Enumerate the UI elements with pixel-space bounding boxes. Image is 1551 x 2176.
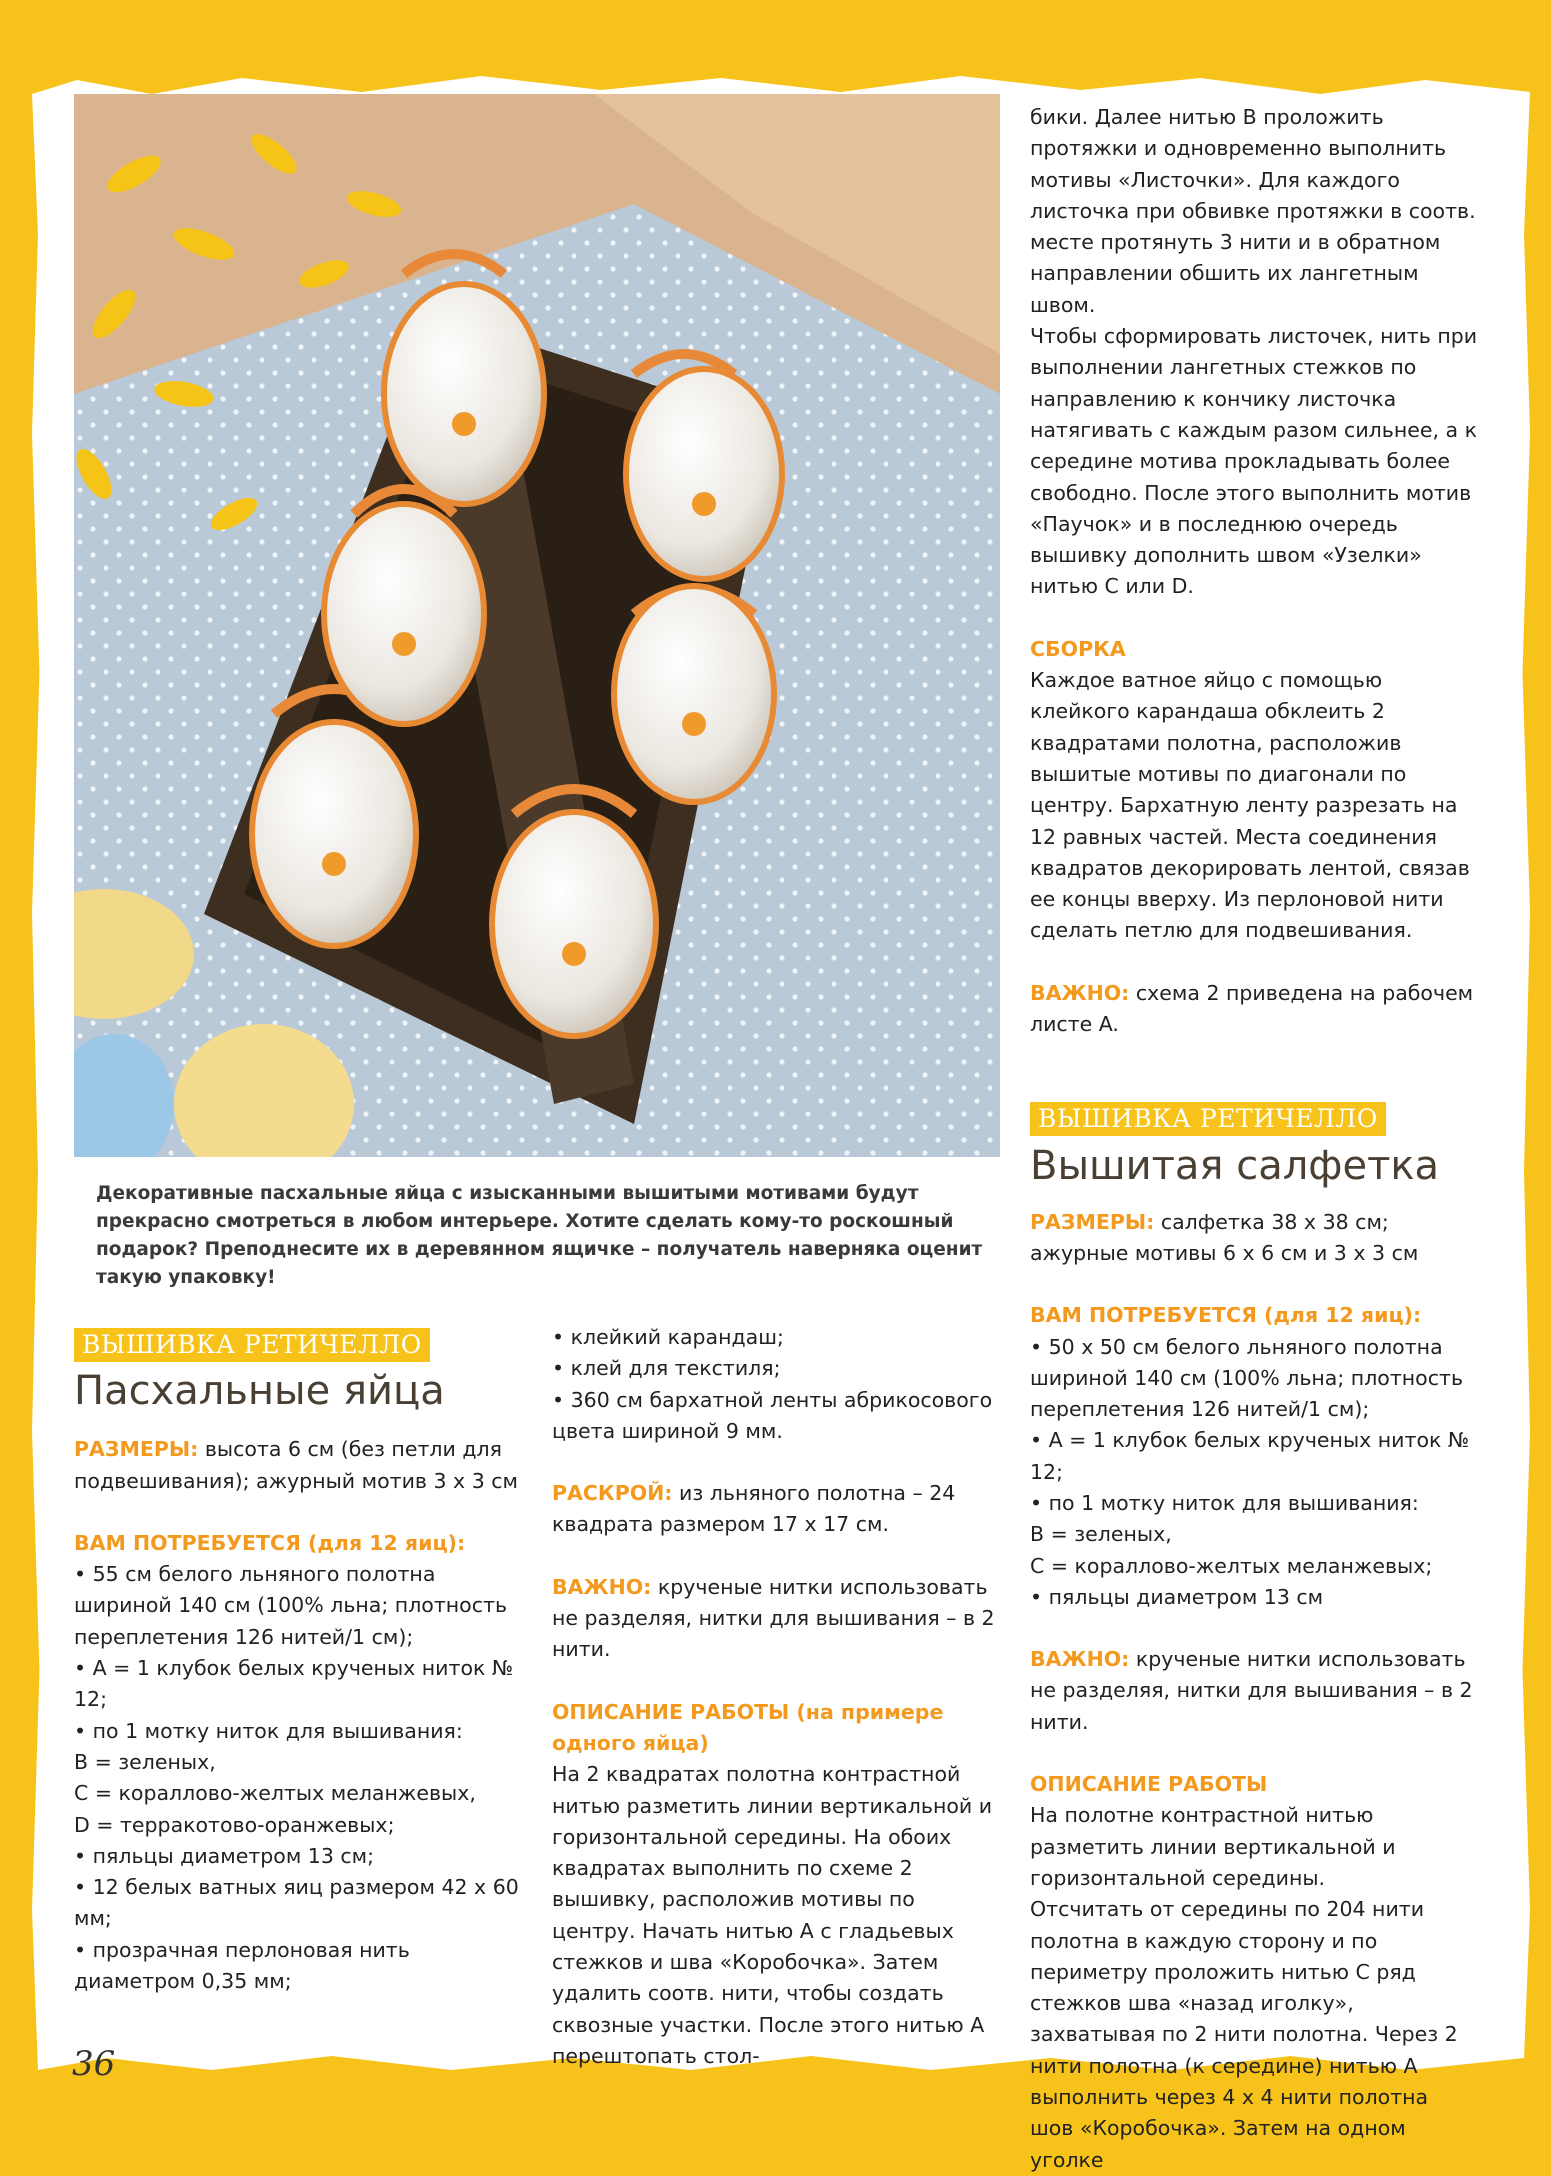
cutting-paragraph xyxy=(552,1478,1000,1541)
cutting-text: из льняного полотна – 24 квадрата размером 17 х 17 см. xyxy=(552,1481,956,1537)
sizes-paragraph xyxy=(1030,1207,1478,1270)
materials-item: • по 1 мотку ниток для вышивания: xyxy=(1030,1490,1419,1515)
materials-item: C = кораллово-желтых меланжевых, xyxy=(74,1781,476,1806)
materials-item: • прозрачная перлоновая нить диаметром 0,35 мм; xyxy=(74,1937,410,1994)
assembly-heading: СБОРКА xyxy=(1030,636,1126,661)
materials-item: • по 1 мотку ниток для вышивания: xyxy=(74,1718,463,1743)
cutting-label: РАСКРОЙ: xyxy=(552,1481,673,1506)
sizes-text: салфетка 38 х 38 см; ажурные мотивы 6 х 6 см и 3 х 3 см xyxy=(1030,1209,1419,1265)
materials-item: • пяльцы диаметром 13 см; xyxy=(74,1843,375,1868)
materials-item: • 360 см бархатной ленты абрикосового цвета шириной 9 мм. xyxy=(552,1387,993,1443)
project-title: Пасхальные яйца xyxy=(74,1368,445,1415)
materials-heading: ВАМ ПОТРЕБУЕТСЯ (для 12 яиц): xyxy=(74,1530,466,1555)
important-paragraph xyxy=(552,1572,1000,1666)
column-easter-eggs xyxy=(74,1328,519,1997)
important-text: крученые нитки использовать не разделяя, нитки для вышивания – в 2 нити. xyxy=(552,1574,995,1662)
materials-item: • 12 белых ватных яиц размером 42 х 60 мм; xyxy=(74,1875,519,1931)
materials-item: • пяльцы диаметром 13 см xyxy=(1030,1584,1324,1609)
materials-item: B = зеленых, xyxy=(74,1749,216,1774)
materials-item: • 55 см белого льняного полотна шириной 140 см (100% льна; плотность переплетения 126 нитей/1 см); xyxy=(74,1562,508,1649)
column-middle xyxy=(552,1322,1000,2072)
continued-text: бики. Далее нитью B проложить протяжки и одновременно выполнить мотивы «Листочки». Для каждого листочка при обвивке протяжки в соотв. месте протянуть 3 нити и в обратном направлении обшить их лангетным швом. xyxy=(1030,105,1476,317)
page-number: 36 xyxy=(72,2044,116,2084)
sizes-label: РАЗМЕРЫ: xyxy=(74,1437,199,1462)
materials-item: • 50 x 50 см белого льняного полотна шириной 140 см (100% льна; плотность переплетения 126 нитей/1 см); xyxy=(1030,1334,1464,1422)
column-right xyxy=(1030,102,1478,2176)
important-label: ВАЖНО: xyxy=(552,1574,652,1599)
project-title: Вышитая салфетка xyxy=(1030,1142,1440,1189)
work-text: На 2 квадратах полотна контрастной нитью разметить линии вертикальной и горизонтальной середины. На обоих квадратах выполнить по схеме 2 вышивку, расположив мотивы по центру. Начать нитью A с гладьевых стежков и шва «Коробочка». Затем удалить соотв. нити, чтобы создать сквозные участки. После этого нитью A перештопать стол- xyxy=(552,1762,993,2068)
materials-item: • A = 1 клубок белых крученых ниток № 12; xyxy=(74,1656,514,1712)
materials-item: • A = 1 клубок белых крученых ниток № 12; xyxy=(1030,1428,1470,1484)
important-text: крученые нитки использовать не разделяя, нитки для вышивания – в 2 нити. xyxy=(1030,1647,1473,1734)
important-label: ВАЖНО: xyxy=(1030,1647,1130,1672)
materials-item: B = зеленых, xyxy=(1030,1522,1172,1547)
materials-item: • клейкий карандаш; xyxy=(552,1325,784,1349)
materials-heading: ВАМ ПОТРЕБУЕТСЯ (для 12 яиц): xyxy=(1030,1303,1422,1328)
important-text: схема 2 приведена на рабочем листе A. xyxy=(1030,980,1474,1037)
continued-text-2: Чтобы сформировать листочек, нить при выполнении лангетных стежков по направлению к кончику листочка натягивать с каждым разом сильнее, а к середине мотива прокладывать более свободно. После этого выполнить мотив «Паучок» и в последнюю очередь вышивку дополнить швом «Узелки» нитью C или D. xyxy=(1030,324,1478,599)
section-tag: ВЫШИВКА РЕТИЧЕЛЛО xyxy=(1030,1102,1386,1136)
work-text-2: Отсчитать от середины по 204 нити полотна в каждую сторону и по периметру проложить нитью C ряд стежков шва «назад иголку», захватывая по 2 нити полотна. Через 2 нити полотна (к середине) нитью A выполнить через 4 х 4 нити полотна шов «Коробочка». Затем на одном уголке xyxy=(1030,1897,1458,2172)
section-tag: ВЫШИВКА РЕТИЧЕЛЛО xyxy=(74,1328,430,1362)
work-heading: ОПИСАНИЕ РАБОТЫ xyxy=(1030,1772,1268,1797)
work-heading: ОПИСАНИЕ РАБОТЫ (на примере одного яйца) xyxy=(552,1699,944,1755)
assembly-text: Каждое ватное яйцо с помощью клейкого карандаша обклеить 2 квадратами полотна, расположив вышитые мотивы по диагонали по центру. Бархатную ленту разрезать на 12 равных частей. Места соединения квадратов декорировать лентой, связав ее концы вверху. Из перлоновой нити сделать петлю для подвешивания. xyxy=(1030,668,1470,943)
sizes-label: РАЗМЕРЫ: xyxy=(1030,1209,1155,1234)
sizes-text: высота 6 см (без петли для подвешивания); ажурный мотив 3 х 3 см xyxy=(74,1437,518,1493)
important-label: ВАЖНО: xyxy=(1030,980,1130,1005)
materials-item: C = кораллово-желтых меланжевых; xyxy=(1030,1553,1433,1578)
easter-eggs-photo xyxy=(74,94,1000,1157)
materials-item: • клей для текстиля; xyxy=(552,1356,781,1381)
important-paragraph xyxy=(1030,978,1478,1041)
sizes-paragraph xyxy=(74,1434,519,1497)
important-paragraph xyxy=(1030,1644,1478,1738)
materials-item: D = терракотово-оранжевых; xyxy=(74,1812,395,1837)
work-text: На полотне контрастной нитью разметить линии вертикальной и горизонтальной середины. xyxy=(1030,1803,1396,1890)
photo-caption: Декоративные пасхальные яйца с изысканными вышитыми мотивами будут прекрасно смотреться в любом интерьере. Хотите сделать кому-то роскошный подарок? Преподнесите их в деревянном ящичке – получатель наверняка оценит такую упаковку! xyxy=(96,1183,983,1288)
